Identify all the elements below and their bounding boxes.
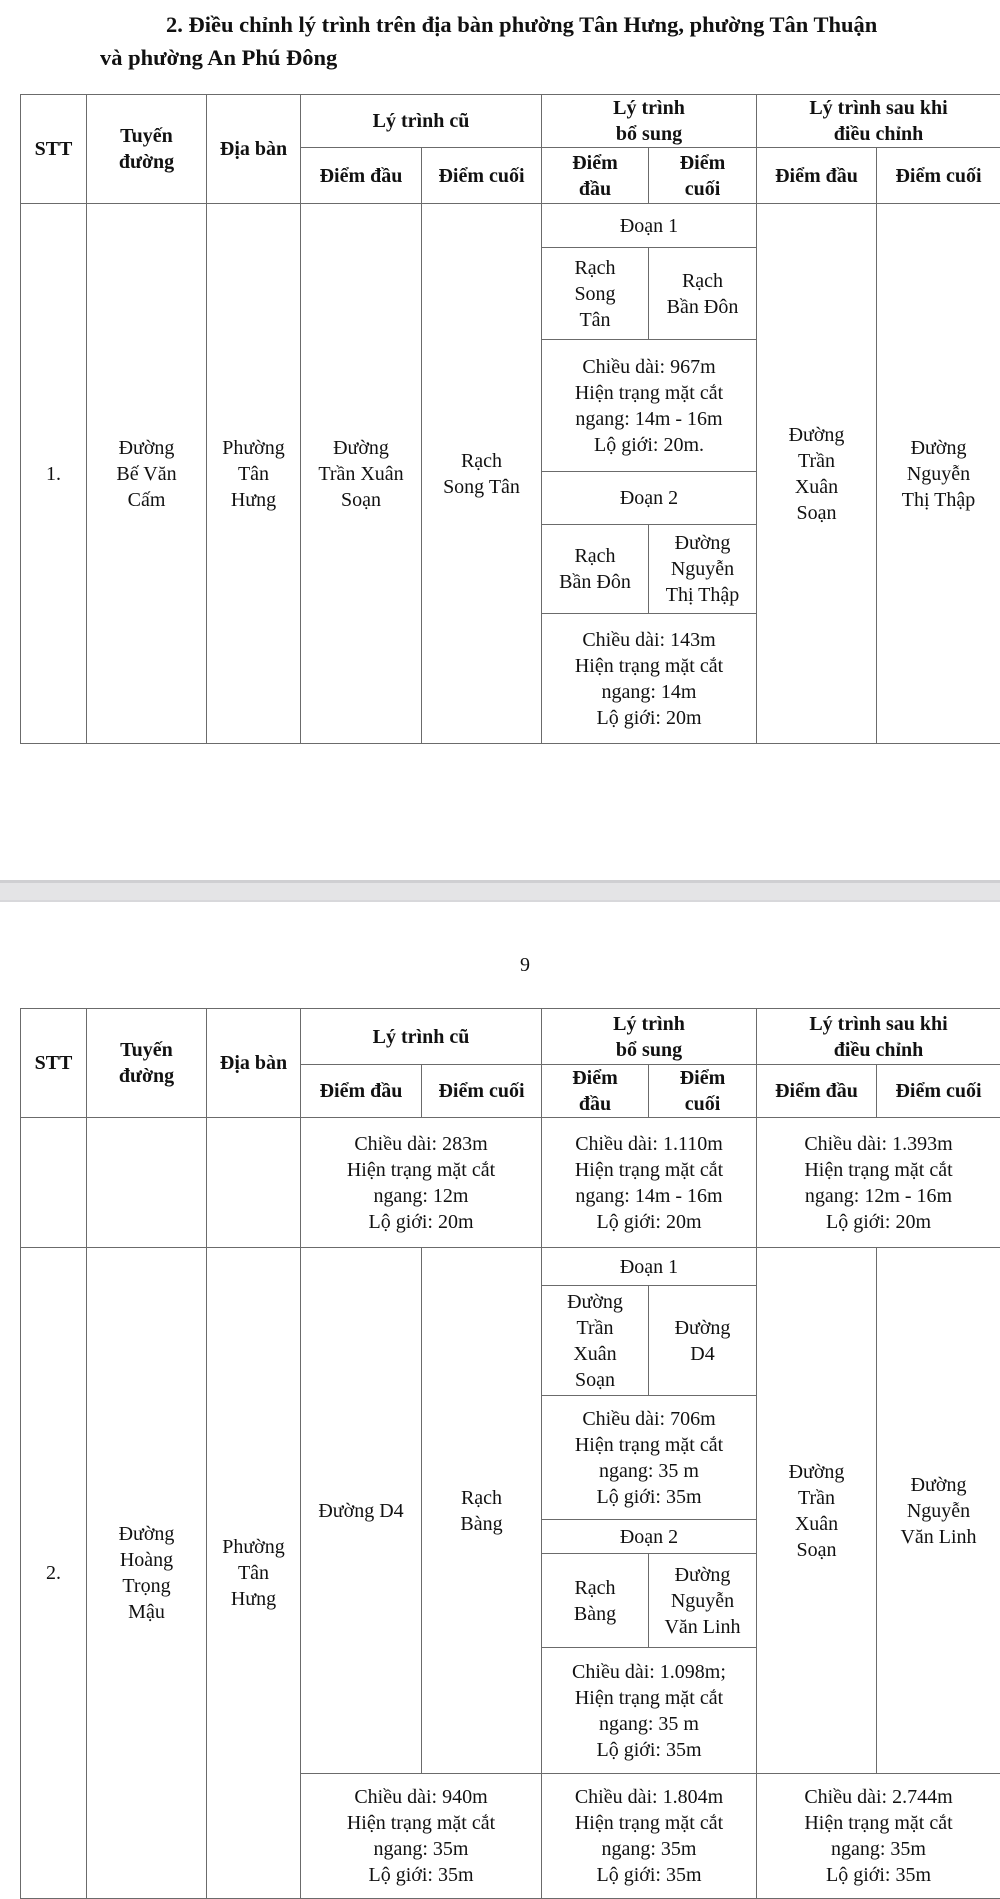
row2-old-end: Rạch Bàng <box>422 1248 542 1774</box>
row1-cont-stt <box>21 1118 87 1248</box>
header-after-end: Điểm cuối <box>877 1065 1000 1118</box>
row2-after-end: Đường Nguyễn Văn Linh <box>877 1248 1000 1774</box>
header-stt: STT <box>21 95 87 204</box>
row2-old-start: Đường D4 <box>301 1248 422 1774</box>
header-old-route: Lý trình cũ <box>301 1009 542 1065</box>
page-number: 9 <box>0 952 1000 978</box>
row2-added-summary: Chiều dài: 1.804m Hiện trạng mặt cắt ngang: 35m Lộ giới: 35m <box>542 1774 757 1899</box>
row1-added-summary: Chiều dài: 1.110m Hiện trạng mặt cắt ngang: 14m - 16m Lộ giới: 20m <box>542 1118 757 1248</box>
header-old-end: Điểm cuối <box>422 1065 542 1118</box>
row1-old-end: Rạch Song Tân <box>422 204 542 744</box>
section-heading <box>100 8 980 74</box>
row1-segment-2-end: Đường Nguyễn Thị Thập <box>649 525 757 614</box>
header-added-end: Điểm cuối <box>649 148 757 204</box>
row1-segment-2-start: Rạch Bần Đôn <box>542 525 649 614</box>
row2-segment-2-start: Rạch Bàng <box>542 1554 649 1648</box>
header-area: Địa bàn <box>207 95 301 204</box>
route-table-page-2 <box>20 1008 1000 1899</box>
header-added-route: Lý trình bổ sung <box>542 95 757 148</box>
header-after-start: Điểm đầu <box>757 1065 877 1118</box>
header-added-route: Lý trình bổ sung <box>542 1009 757 1065</box>
route-table-page-1 <box>20 94 1000 744</box>
page-separator <box>0 880 1000 902</box>
header-old-start: Điểm đầu <box>301 1065 422 1118</box>
row2-segment-1-info: Chiều dài: 706m Hiện trạng mặt cắt ngang: 35 m Lộ giới: 35m <box>542 1396 757 1520</box>
header-stt: STT <box>21 1009 87 1118</box>
row2-segment-1-end: Đường D4 <box>649 1286 757 1396</box>
row1-segment-1-label: Đoạn 1 <box>542 204 757 248</box>
header-area: Địa bàn <box>207 1009 301 1118</box>
row1-segment-1-info: Chiều dài: 967m Hiện trạng mặt cắt ngang: 14m - 16m Lộ giới: 20m. <box>542 340 757 472</box>
row1-old-summary: Chiều dài: 283m Hiện trạng mặt cắt ngang: 12m Lộ giới: 20m <box>301 1118 542 1248</box>
header-old-end: Điểm cuối <box>422 148 542 204</box>
row2-segment-2-info: Chiều dài: 1.098m; Hiện trạng mặt cắt ngang: 35 m Lộ giới: 35m <box>542 1648 757 1774</box>
row1-segment-2-label: Đoạn 2 <box>542 472 757 525</box>
row2-segment-1-label: Đoạn 1 <box>542 1248 757 1286</box>
header-after-route: Lý trình sau khi điều chỉnh <box>757 95 1000 148</box>
row1-old-start: Đường Trần Xuân Soạn <box>301 204 422 744</box>
heading-line-2: và phường An Phú Đông <box>100 45 337 70</box>
row1-segment-1-end: Rạch Bần Đôn <box>649 248 757 340</box>
row1-cont-route <box>87 1118 207 1248</box>
row2-after-summary: Chiều dài: 2.744m Hiện trạng mặt cắt ngang: 35m Lộ giới: 35m <box>757 1774 1000 1899</box>
row2-old-summary: Chiều dài: 940m Hiện trạng mặt cắt ngang: 35m Lộ giới: 35m <box>301 1774 542 1899</box>
row1-route: Đường Bế Văn Cấm <box>87 204 207 744</box>
header-route: Tuyến đường <box>87 1009 207 1118</box>
row1-segment-1-start: Rạch Song Tân <box>542 248 649 340</box>
row1-after-summary: Chiều dài: 1.393m Hiện trạng mặt cắt ngang: 12m - 16m Lộ giới: 20m <box>757 1118 1000 1248</box>
row2-route: Đường Hoàng Trọng Mậu <box>87 1248 207 1899</box>
row1-cont-area <box>207 1118 301 1248</box>
header-after-start: Điểm đầu <box>757 148 877 204</box>
header-route: Tuyến đường <box>87 95 207 204</box>
row2-stt: 2. <box>21 1248 87 1899</box>
row2-area: Phường Tân Hưng <box>207 1248 301 1899</box>
heading-line-1: 2. Điều chỉnh lý trình trên địa bàn phường Tân Hưng, phường Tân Thuận <box>100 8 980 41</box>
row1-segment-2-info: Chiều dài: 143m Hiện trạng mặt cắt ngang: 14m Lộ giới: 20m <box>542 614 757 744</box>
header-added-start: Điểm đầu <box>542 1065 649 1118</box>
header-after-route: Lý trình sau khi điều chỉnh <box>757 1009 1000 1065</box>
row1-area: Phường Tân Hưng <box>207 204 301 744</box>
row2-after-start: Đường Trần Xuân Soạn <box>757 1248 877 1774</box>
row1-stt: 1. <box>21 204 87 744</box>
header-added-end: Điểm cuối <box>649 1065 757 1118</box>
row1-after-start: Đường Trần Xuân Soạn <box>757 204 877 744</box>
header-old-start: Điểm đầu <box>301 148 422 204</box>
row2-segment-2-label: Đoạn 2 <box>542 1520 757 1554</box>
row2-segment-2-end: Đường Nguyễn Văn Linh <box>649 1554 757 1648</box>
header-added-start: Điểm đầu <box>542 148 649 204</box>
row2-segment-1-start: Đường Trần Xuân Soạn <box>542 1286 649 1396</box>
header-old-route: Lý trình cũ <box>301 95 542 148</box>
row1-after-end: Đường Nguyễn Thị Thập <box>877 204 1000 744</box>
header-after-end: Điểm cuối <box>877 148 1000 204</box>
